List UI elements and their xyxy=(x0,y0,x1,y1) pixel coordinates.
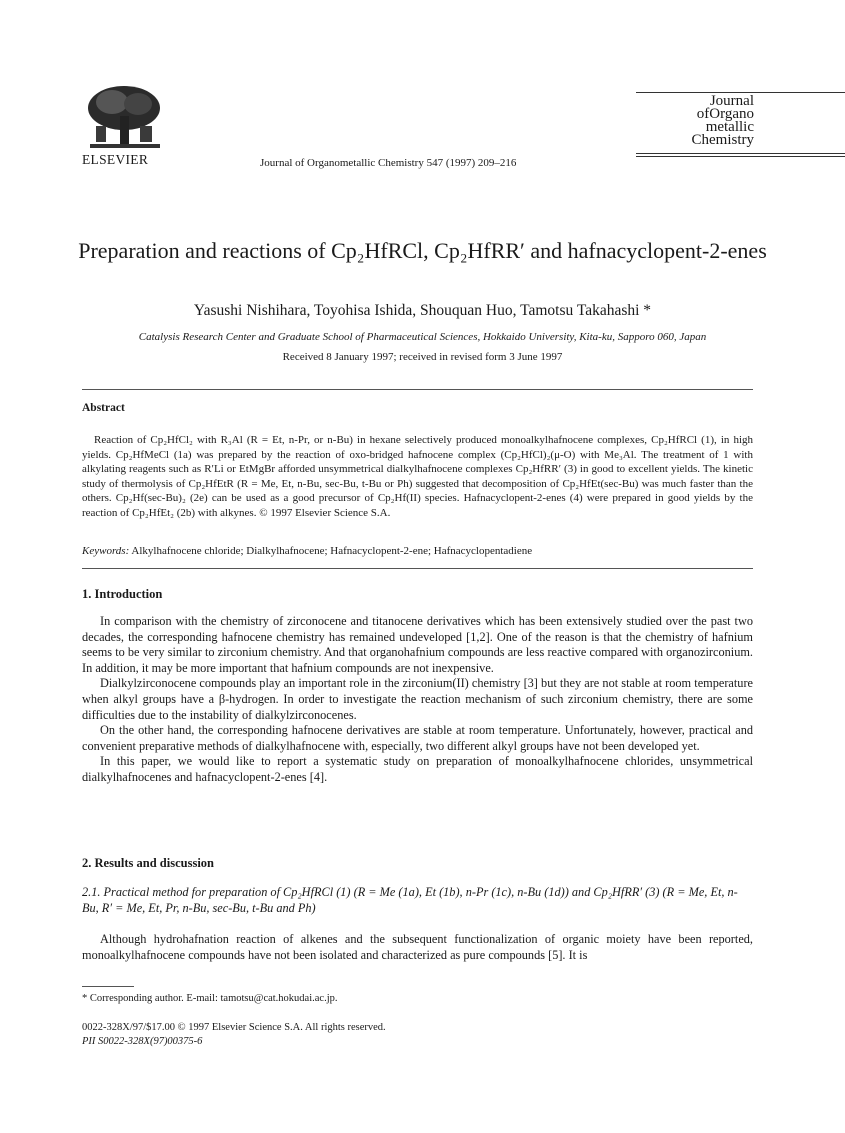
keywords xyxy=(82,545,532,557)
results-body xyxy=(82,932,753,963)
elsevier-tree-logo xyxy=(82,82,166,152)
journal-logo-line: metallic xyxy=(705,119,754,135)
keywords-label: Keywords: xyxy=(82,545,130,557)
paragraph: In this paper, we would like to report a systematic study on preparation of monoalkylhafnocene chlorides, unsymmetrical dialkylhafnocenes and hafnacyclopent-2-enes [4]. xyxy=(82,754,753,784)
divider xyxy=(82,568,753,569)
footnote-divider xyxy=(82,986,134,987)
publisher-name: ELSEVIER xyxy=(82,152,149,167)
section-heading-introduction: 1. Introduction xyxy=(82,587,163,601)
journal-logo xyxy=(636,90,754,159)
author-list: Yasushi Nishihara, Toyohisa Ishida, Shouquan Huo, Tamotsu Takahashi * xyxy=(193,302,652,319)
pii-line: PII S0022-328X(97)00375-6 xyxy=(82,1036,203,1047)
journal-logo-line: ofOrgano xyxy=(696,106,754,122)
subsection-heading: 2.1. Practical method for preparation of Cp₂HfRCl (1) (R = Me (1a), Et (1b), n-Pr (1c), n-Bu (1d)) and Cp₂HfRR′ (3) (R = Me, Et, n-Bu, R′ = Me, Et, Pr, n-Bu, sec-Bu, t-Bu and Ph) xyxy=(82,885,738,915)
abstract-heading: Abstract xyxy=(82,402,125,414)
section-heading-results: 2. Results and discussion xyxy=(82,856,214,870)
paragraph: In comparison with the chemistry of zirconocene and titanocene derivatives which has been extensively studied over the past two decades, the corresponding hafnocene chemistry has remained undeveloped [1,2]. One of the reason is that the chemistry of hafnium seems to be very similar to zirconium chemistry. And that organohafnium compounds are less reactive compared with organozirconium. In addition, it may be more important that hafnium compounds are not inexpensive. xyxy=(82,614,753,675)
paragraph: Although hydrohafnation reaction of alkenes and the subsequent functionalization of organic moiety have been reported, monoalkylhafnocene compounds have not been isolated and characterized as pure compounds [5]. It is xyxy=(82,932,753,962)
affiliation: Catalysis Research Center and Graduate School of Pharmaceutical Sciences, Hokkaido University, Kita-ku, Sapporo 060, Japan xyxy=(138,331,707,343)
received-dates: Received 8 January 1997; received in revised form 3 June 1997 xyxy=(282,351,563,363)
keywords-list: Alkylhafnocene chloride; Dialkylhafnocene; Hafnacyclopent-2-ene; Hafnacyclopentadiene xyxy=(131,545,533,557)
abstract-text: Reaction of Cp₂HfCl₂ with R₃Al (R = Et, n-Pr, or n-Bu) in hexane selectively produced monoalkylhafnocene complexes, Cp₂HfRCl (1), in high yields. Cp₂HfMeCl (1a) was prepared by the reaction of oxo-bridged hafnocene complex (Cp₂HfCl)₂(μ-O) with Me₃Al. The treatment of 1 with alkylating reagents such as R′Li or EtMgBr afforded unsymmetrical dialkylhafnocene complexes Cp₂HfRR′ (3) in good to excellent yields. The kinetic study of thermolysis of Cp₂HfEtR (R = Me, Et, n-Bu, sec-Bu, t-Bu or Ph) suggested that decomposition of Cp₂HfEt(sec-Bu) was much faster than the others. Cp₂Hf(sec-Bu)₂ (2e) can be used as a good precursor of Cp₂Hf(II) species. Hafnacyclopent-2-enes (4) were prepared in good yields by the reaction of Cp₂HfEt₂ (2b) with alkynes. © 1997 Elsevier Science S.A. xyxy=(82,434,753,519)
paragraph: On the other hand, the corresponding hafnocene derivatives are stable at room temperature. Unfortunately, however, practical and convenient preparative methods of dialkylhafnocene with, especially, two different alkyl groups have not been developed yet. xyxy=(82,723,753,753)
copyright-line: 0022-328X/97/$17.00 © 1997 Elsevier Science S.A. All rights reserved. xyxy=(82,1022,386,1033)
journal-logo-line: Chemistry xyxy=(691,132,754,148)
journal-citation: Journal of Organometallic Chemistry 547 (1997) 209–216 xyxy=(260,157,517,169)
footnote: * Corresponding author. E-mail: tamotsu@cat.hokudai.ac.jp. xyxy=(82,993,338,1004)
article-title: Preparation and reactions of Cp₂HfRCl, Cp₂HfRR′ and hafnacyclopent-2-enes xyxy=(78,238,767,263)
divider xyxy=(82,389,753,390)
paragraph: Dialkylzirconocene compounds play an important role in the zirconium(II) chemistry [3] but they are not stable at room temperature when alkyl groups have a β-hydrogen. In order to investigate the reaction mechanism of such zirconium chemistry, there are some difficulties due to the instability of dialkylzirconocenes. xyxy=(82,676,753,722)
journal-logo-line: Journal xyxy=(709,93,754,109)
introduction-body xyxy=(82,614,753,786)
copyright-block xyxy=(82,1021,386,1049)
